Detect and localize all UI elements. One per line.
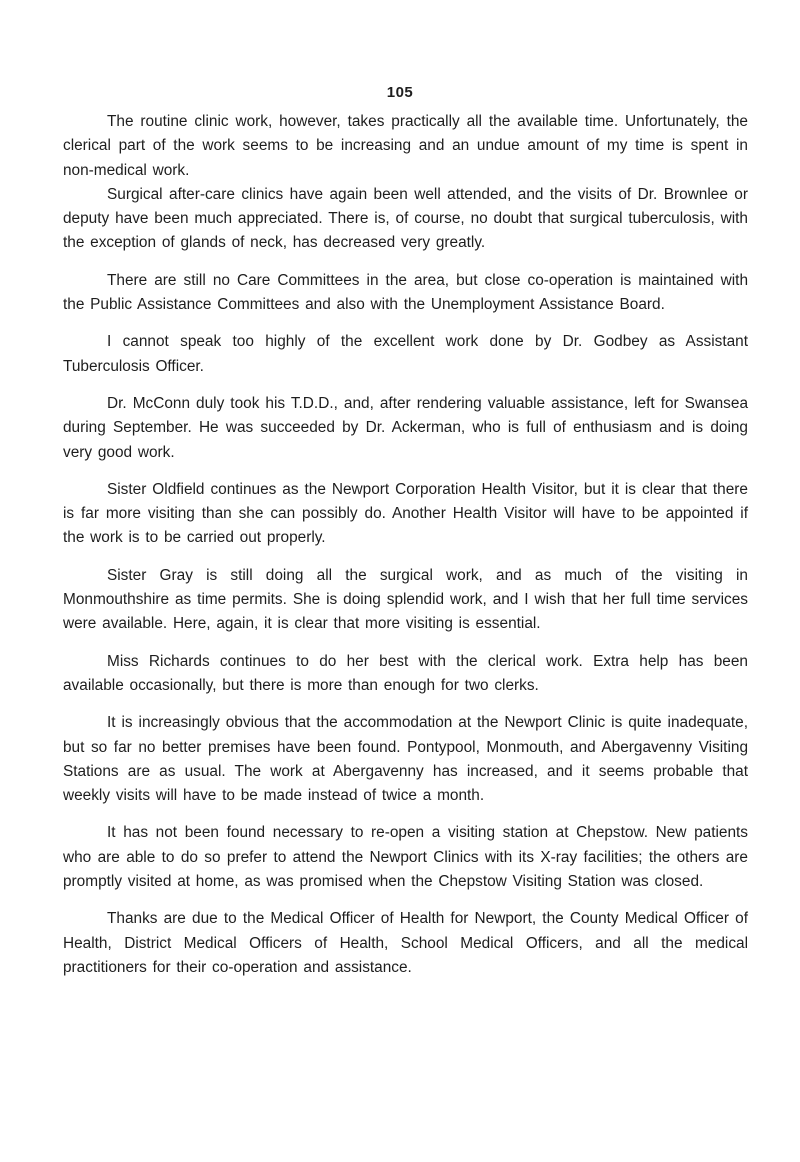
paragraph-surgical-after-care: Surgical after-care clinics have again been well attended, and the visits of Dr. Brownlee or deputy have been much appreciated. There is, of course, no doubt that surgical tuberculosis, with the exception of glands of neck, has decreased very greatly.: [63, 185, 748, 252]
paragraph-accommodation: It is increasingly obvious that the accommodation at the Newport Clinic is quite inadequate, but so far no better premises have been found. Pontypool, Monmouth, and Abergavenny Visiting Stations are as usual. The work at Abergavenny has increased, and it seems probable that weekly visits will have to be made instead of twice a month.: [63, 714, 748, 805]
paragraph-sister-gray: Sister Gray is still doing all the surgical work, and as much of the visiting in Monmouthshire as time permits. She is doing splendid work, and I wish that her full time services were available. Here, again, it is clear that more visiting is essential.: [63, 566, 748, 633]
paragraph-chepstow-station: It has not been found necessary to re-open a visiting station at Chepstow. New patients who are able to do so prefer to attend the Newport Clinics with its X-ray facilities; the others are promptly visited at home, as was promised when the Chepstow Visiting Station was closed.: [63, 824, 748, 891]
page-number: 105: [386, 84, 414, 101]
paragraph-care-committees: There are still no Care Committees in the area, but close co-operation is maintained with the Public Assistance Committees and also with the Unemployment Assistance Board.: [63, 271, 748, 314]
paragraph-thanks: Thanks are due to the Medical Officer of Health for Newport, the County Medical Officer of Health, District Medical Officers of Health, School Medical Officers, and all the medical practitioners for their co-operation and assistance.: [63, 910, 748, 976]
paragraph-assistant-officer: I cannot speak too highly of the excellent work done by Dr. Godbey as Assistant Tuberculosis Officer.: [63, 333, 748, 375]
paragraph-health-visitor: Sister Oldfield continues as the Newport Corporation Health Visitor, but it is clear that there is far more visiting than she can possibly do. Another Health Visitor will have to be appointed if the work is to be carried out properly.: [63, 480, 748, 547]
paragraph-clerical-work: Miss Richards continues to do her best with the clerical work. Extra help has been available occasionally, but there is more than enough for two clerks.: [63, 652, 748, 694]
document-body: [63, 110, 748, 980]
paragraph-staff-changes: Dr. McConn duly took his T.D.D., and, after rendering valuable assistance, left for Swansea during September. He was succeeded by Dr. Ackerman, who is full of enthusiasm and is doing very good work.: [63, 394, 748, 461]
paragraph-routine-clinic-work: The routine clinic work, however, takes practically all the available time. Unfortunately, the clerical part of the work seems to be increasing and an undue amount of my time is spent in non-medical work.: [63, 113, 748, 179]
